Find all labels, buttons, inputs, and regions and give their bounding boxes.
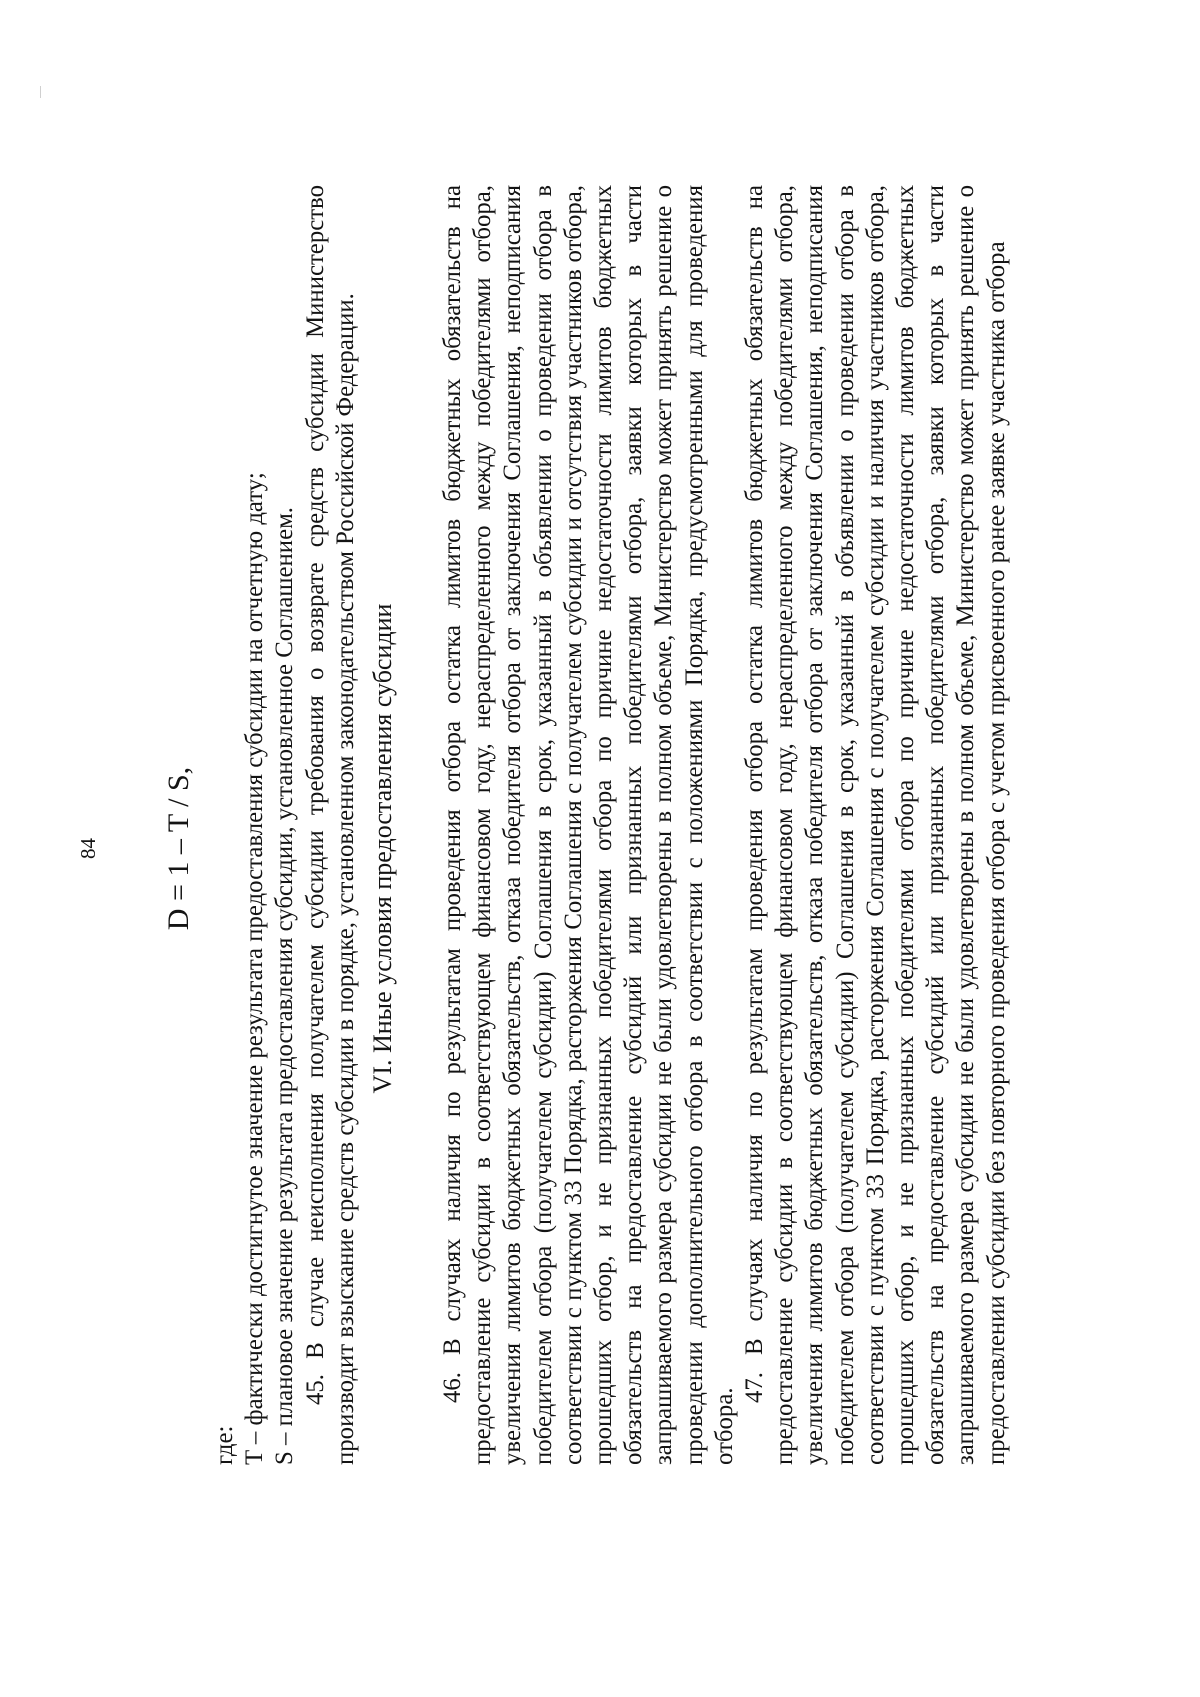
- paragraph-45: 45. В случае неисполнения получателем субсидии требования о возврате средств субсидии Министерство производит взыскание средств субсидии в порядке, установленном законодательством Российской Федерации.: [301, 185, 359, 1465]
- section-title: VI. Иные условия предоставления субсидии: [368, 603, 397, 1094]
- definition-s: S – плановое значение результата предоставления субсидии, установленное Соглашением.: [271, 507, 299, 1465]
- page-number: 84: [76, 838, 100, 859]
- paragraphs-block: [438, 185, 1012, 1465]
- definitions-block: [210, 185, 361, 1465]
- formula: D = 1 – T / S,: [162, 766, 195, 931]
- definition-t: T – фактически достигнутое значение результата предоставления субсидии на отчетную дату;: [241, 472, 269, 1465]
- paragraph-46: 46. В случаях наличия по результатам проведения отбора остатка лимитов бюджетных обязательств на предоставление субсидии в соответствующем финансовом году, нераспределенного между победителями отбора, увеличения лимитов бюджетных обязательств, отказа победителя отбора от заключения Соглашения, неподписания победителем отбора (получателем субсидии) Соглашения в срок, указанный в объявлении о проведении отбора в соответствии с пунктом 33 Порядка, расторжения Соглашения с получателем субсидии и отсутствия участников отбора, прошедших отбор, и не признанных победителями отбора по причине недостаточности лимитов бюджетных обязательств на предоставление субсидий или признанных победителями отбора, заявки которых в части запрашиваемого размера субсидии не были удовлетворены в полном объеме, Министерство может принять решение о проведении дополнительного отбора в соответствии с положениями Порядка, предусмотренными для проведения отбора.: [439, 185, 738, 1465]
- scan-artifact-mark: [40, 86, 51, 98]
- where-label: где:: [211, 1425, 238, 1465]
- paragraph-47: 47. В случаях наличия по результатам проведения отбора остатка лимитов бюджетных обязательств на предоставление субсидии в соответствующем финансовом году, нераспределенного между победителями отбора, увеличения лимитов бюджетных обязательств, отказа победителя отбора от заключения Соглашения, неподписания победителем отбора (получателем субсидии) Соглашения в срок, указанный в объявлении о проведении отбора в соответствии с пунктом 33 Порядка, расторжения Соглашения с получателем субсидии и наличия участников отбора, прошедших отбор, и не признанных победителями отбора по причине недостаточности лимитов бюджетных обязательств на предоставление субсидий или признанных победителями отбора, заявки которых в части запрашиваемого размера субсидии не были удовлетворены в полном объеме, Министерство может принять решение о предоставлении субсидии без повторного проведения отбора с учетом присвоенного ранее заявке участника отбора: [741, 185, 1010, 1465]
